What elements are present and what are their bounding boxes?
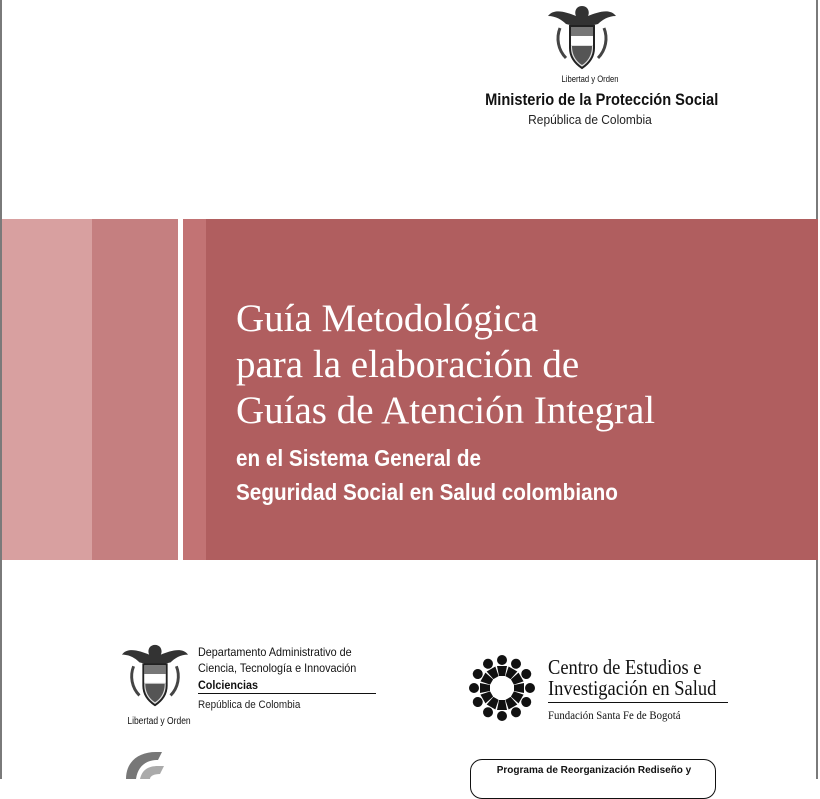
ceis-name-line: Centro de Estudios e (548, 655, 702, 679)
colciencias-divider (198, 693, 376, 694)
ceis-name-line: Investigación en Salud (548, 676, 717, 700)
partner-logo-icon (112, 748, 182, 779)
program-name: Programa de Reorganización Rediseño y (496, 765, 692, 776)
band-stripe-light (2, 219, 92, 560)
ceis-divider (548, 702, 728, 703)
colciencias-motto: Libertad y Orden (127, 716, 191, 727)
department-line: Ciencia, Tecnología e Innovación (198, 661, 357, 675)
ministry-country: República de Colombia (528, 112, 652, 127)
title-line: para la elaboración de (236, 343, 580, 386)
colombia-coat-of-arms-icon (120, 640, 190, 710)
title-line: Guías de Atención Integral (236, 389, 656, 432)
ministry-motto: Libertad y Orden (561, 74, 619, 84)
department-line: Departamento Administrativo de (198, 645, 352, 659)
ceis-foundation: Fundación Santa Fe de Bogotá (548, 708, 681, 722)
document-subtitle (236, 441, 796, 509)
colciencias-name: Colciencias (198, 678, 259, 692)
ceis-logo-block (466, 652, 736, 732)
colciencias-logo-block (118, 636, 388, 736)
colombia-coat-of-arms-icon (546, 2, 618, 72)
program-logo-box (470, 759, 716, 799)
band-stripe-accent (183, 219, 206, 560)
title-line: Guía Metodológica (236, 297, 539, 340)
title-band (2, 219, 818, 560)
ministry-header (468, 0, 719, 132)
subtitle-line: Seguridad Social en Salud colombiano (236, 479, 618, 505)
ministry-name: Ministerio de la Protección Social (485, 90, 719, 109)
colciencias-country: República de Colombia (198, 699, 301, 711)
subtitle-line: en el Sistema General de (236, 445, 482, 471)
band-stripe-mid (92, 219, 178, 560)
ceis-people-circle-icon (466, 652, 538, 724)
document-title (236, 296, 796, 434)
colciencias-department (198, 644, 356, 676)
